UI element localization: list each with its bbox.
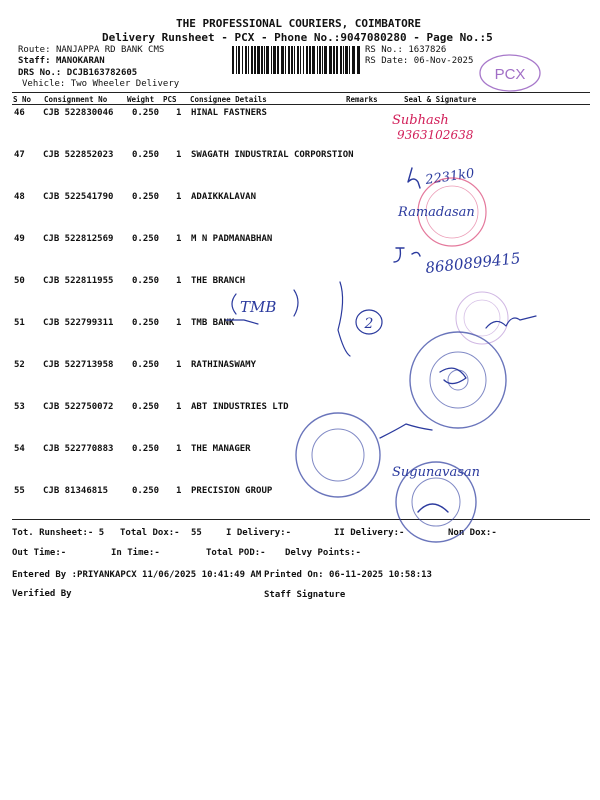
- cell-weight: 0.250: [132, 486, 160, 496]
- out-time: Out Time:-: [12, 548, 67, 558]
- col-remarks: Remarks: [346, 95, 378, 104]
- cell-pcs: 1: [176, 108, 182, 118]
- cell-consignee: RATHINASWAMY: [191, 360, 257, 370]
- signature-row48-name: Ramadasan: [398, 205, 475, 220]
- vehicle-value: Two Wheeler Delivery: [70, 79, 180, 89]
- total-pod: Total POD:-: [206, 548, 266, 558]
- cell-sno: 46: [14, 108, 25, 118]
- runsheet-title: Delivery Runsheet - PCX - Phone No.:9047080280 - Page No.:5: [102, 31, 493, 44]
- route-label: Route:: [18, 45, 51, 55]
- pcx-stamp: [480, 55, 540, 91]
- col-pcs: PCS: [163, 95, 177, 104]
- signature-row46-phone: 9363102638: [397, 128, 474, 142]
- col-sno: S No: [13, 95, 32, 104]
- cell-consignee: SWAGATH INDUSTRIAL CORPORSTION: [191, 150, 354, 160]
- signature-row47: [408, 166, 475, 188]
- vehicle-label: Vehicle:: [22, 79, 66, 89]
- cell-pcs: 1: [176, 402, 182, 412]
- total-dox-label: Total Dox:-: [120, 528, 180, 538]
- cell-consignee: THE BRANCH: [191, 276, 246, 286]
- cell-sno: 54: [14, 444, 25, 454]
- cell-weight: 0.250: [132, 108, 160, 118]
- staff-signature: Staff Signature: [264, 590, 346, 600]
- cell-sno: 52: [14, 360, 25, 370]
- cell-consignment: CJB 522750072: [43, 402, 114, 412]
- cell-consignment: CJB 522830046: [43, 108, 114, 118]
- header-rule-bottom: [12, 104, 590, 105]
- cell-pcs: 1: [176, 150, 182, 160]
- cell-sno: 51: [14, 318, 25, 328]
- col-consignment: Consignment No: [44, 95, 108, 104]
- cell-pcs: 1: [176, 486, 182, 496]
- table-rule-bottom: [12, 519, 590, 520]
- ii-delivery: II Delivery:-: [334, 528, 405, 538]
- col-seal-signature: Seal & Signature: [404, 95, 477, 104]
- cell-pcs: 1: [176, 360, 182, 370]
- cell-pcs: 1: [176, 234, 182, 244]
- cell-weight: 0.250: [132, 360, 160, 370]
- cell-consignment: CJB 522811955: [43, 276, 114, 286]
- signature-row54-name: Sugunavasan: [392, 465, 480, 480]
- hospital-stamp: [410, 332, 506, 428]
- cell-weight: 0.250: [132, 276, 160, 286]
- cell-sno: 50: [14, 276, 25, 286]
- entered-by: Entered By :PRIYANKAPCX 11/06/2025 10:41:49 AM: [12, 570, 262, 580]
- cell-weight: 0.250: [132, 402, 160, 412]
- header-rule-top: [12, 92, 590, 93]
- stamp-row51: [456, 292, 536, 344]
- cell-pcs: 1: [176, 192, 182, 202]
- cell-sno: 49: [14, 234, 25, 244]
- signature-row49-phone: 8680899415: [424, 249, 522, 277]
- stamp-row48: [418, 178, 486, 246]
- cell-weight: 0.250: [132, 150, 160, 160]
- route-line: [18, 45, 164, 55]
- pcx-stamp-text: PCX: [494, 66, 526, 83]
- cell-consignee: M N PADMANABHAN: [191, 234, 273, 244]
- cell-pcs: 1: [176, 318, 182, 328]
- staff-value: MANOKARAN: [55, 56, 105, 66]
- signature-row50-note: TMB: [240, 298, 277, 316]
- total-dox-value: 55: [191, 528, 202, 538]
- cell-consignee: HINAL FASTNERS: [191, 108, 267, 118]
- vehicle-line: [22, 79, 179, 89]
- in-time: In Time:-: [111, 548, 160, 558]
- cell-weight: 0.250: [132, 318, 160, 328]
- cell-consignment: CJB 522713958: [43, 360, 114, 370]
- cell-sno: 53: [14, 402, 25, 412]
- signature-row47-num: 2231k0: [424, 166, 476, 188]
- drs-value: DCJB163782605: [66, 68, 138, 78]
- signature-row49: [394, 248, 521, 277]
- cell-sno: 55: [14, 486, 25, 496]
- verified-by: Verified By: [12, 589, 72, 599]
- tot-runsheet: Tot. Runsheet:- 5: [12, 528, 105, 538]
- drs-label: DRS No.:: [18, 68, 62, 78]
- cell-consignment: CJB 522812569: [43, 234, 114, 244]
- delvy-points: Delvy Points:-: [285, 548, 361, 558]
- rs-no-value: 1637826: [408, 45, 447, 55]
- signature-row50-circle: 2: [364, 316, 374, 332]
- cell-consignment: CJB 522541790: [43, 192, 114, 202]
- col-consignee: Consignee Details: [190, 95, 267, 104]
- cell-pcs: 1: [176, 444, 182, 454]
- cell-weight: 0.250: [132, 444, 160, 454]
- cell-consignment: CJB 522799311: [43, 318, 114, 328]
- staff-label: Staff:: [18, 56, 51, 66]
- rs-date-value: 06-Nov-2025: [413, 56, 474, 66]
- non-dox: Non Dox:-: [448, 528, 497, 538]
- staff-line: [18, 56, 105, 66]
- rs-date-line: [365, 56, 473, 66]
- cell-consignment: CJB 522770883: [43, 444, 114, 454]
- rs-no-line: [365, 45, 446, 55]
- cell-consignment: CJB 81346815: [43, 486, 109, 496]
- barcode: [232, 46, 362, 74]
- company-stamp: [296, 413, 432, 497]
- cell-pcs: 1: [176, 276, 182, 286]
- cell-consignee: ADAIKKALAVAN: [191, 192, 257, 202]
- rs-no-label: RS No.:: [365, 45, 403, 55]
- cell-sno: 47: [14, 150, 25, 160]
- cell-consignee: THE MANAGER: [191, 444, 251, 454]
- cell-consignee: ABT INDUSTRIES LTD: [191, 402, 289, 412]
- printed-on: Printed On: 06-11-2025 10:58:13: [264, 570, 432, 580]
- cell-sno: 48: [14, 192, 25, 202]
- route-value: NANJAPPA RD BANK CMS: [55, 45, 165, 55]
- signature-row50: [226, 282, 382, 356]
- cell-consignee: PRECISION GROUP: [191, 486, 273, 496]
- signature-row46-name: Subhash: [392, 113, 449, 128]
- i-delivery: I Delivery:-: [226, 528, 292, 538]
- cell-consignee: TMB BANK: [191, 318, 235, 328]
- rs-date-label: RS Date:: [365, 56, 409, 66]
- cell-weight: 0.250: [132, 192, 160, 202]
- company-title: THE PROFESSIONAL COURIERS, COIMBATORE: [176, 17, 422, 30]
- col-weight: Weight: [127, 95, 155, 104]
- cell-consignment: CJB 522852023: [43, 150, 114, 160]
- drs-line: [18, 68, 137, 78]
- cell-weight: 0.250: [132, 234, 160, 244]
